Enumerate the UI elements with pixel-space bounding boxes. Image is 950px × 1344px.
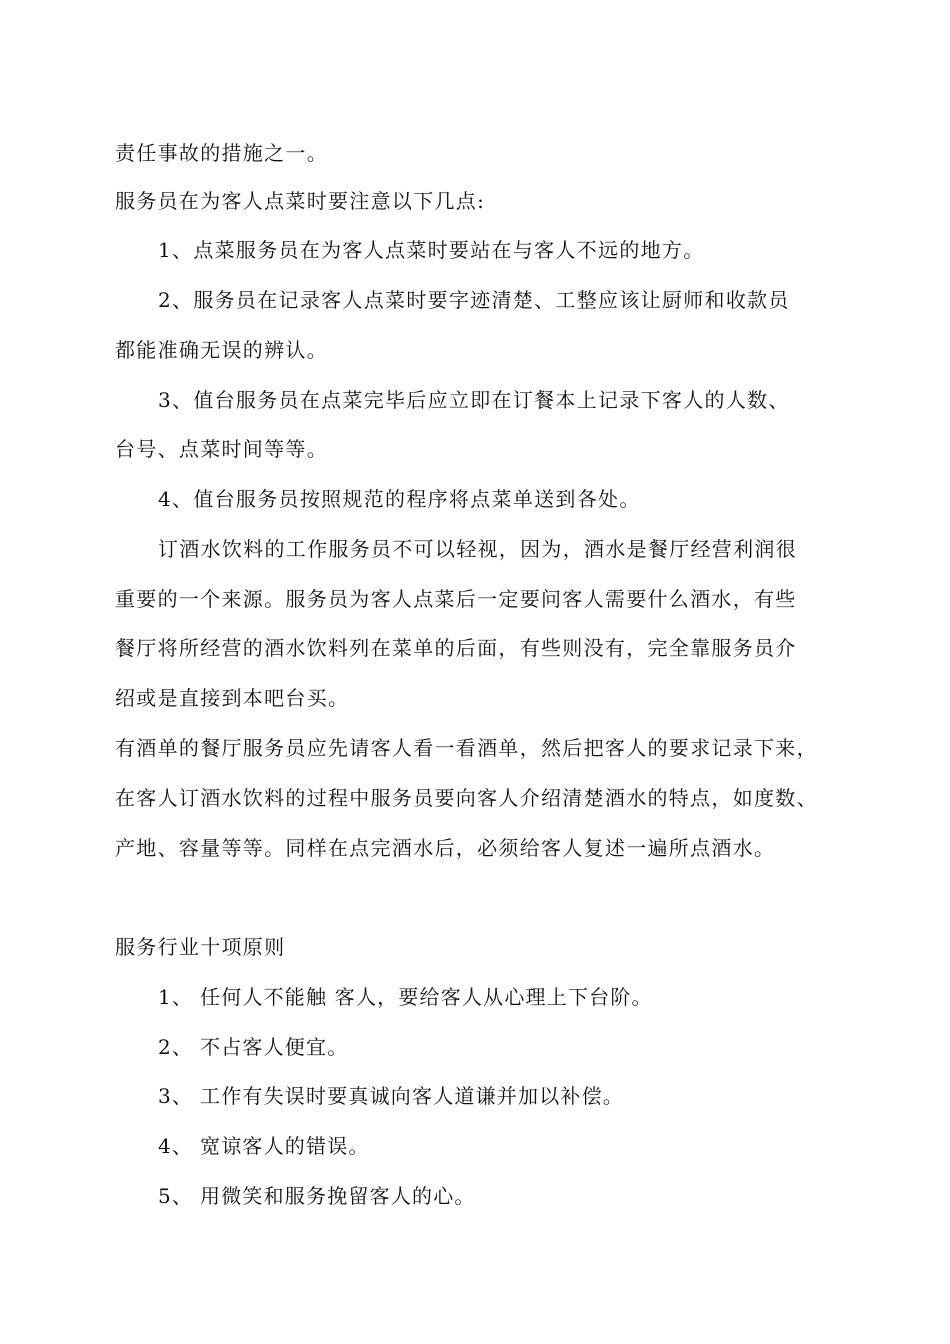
principle-number: 3、 (158, 1084, 194, 1108)
principle-number: 2、 (158, 1035, 194, 1059)
drinks-para-1-line-1: 订酒水饮料的工作服务员不可以轻视，因为，酒水是餐厅经营利润很 (158, 537, 797, 561)
principle-item (158, 983, 653, 1011)
principle-item (158, 1033, 348, 1061)
drinks-para-1-line-3: 餐厅将所经营的酒水饮料列在菜单的后面，有些则没有，完全靠服务员介 (115, 636, 797, 660)
principles-heading: 服务行业十项原则 (115, 935, 286, 959)
principle-item (158, 1082, 624, 1110)
principle-number: 5、 (158, 1184, 194, 1208)
drinks-para-1-line-4: 绍或是直接到本吧台买。 (115, 686, 350, 710)
drinks-para-1-line-2: 重要的一个来源。服务员为客人点菜后一定要问客人需要什么酒水，有些 (115, 587, 797, 611)
paragraph-continuation: 责任事故的措施之一。 (115, 141, 328, 165)
principle-text: 用微笑和服务挽留客人的心。 (200, 1184, 476, 1208)
principle-item (158, 1182, 476, 1210)
ordering-intro: 服务员在为客人点菜时要注意以下几点: (115, 189, 486, 213)
principle-number: 1、 (158, 985, 194, 1009)
drinks-para-2-line-2: 在客人订酒水饮料的过程中服务员要向客人介绍清楚酒水的特点，如度数、 (115, 786, 818, 810)
ordering-item-4: 4、值台服务员按照规范的程序将点菜单送到各处。 (158, 487, 641, 511)
ordering-item-2-line-1: 2、服务员在记录客人点菜时要字迹清楚、工整应该让厨师和收款员 (158, 288, 790, 312)
drinks-para-2-line-1: 有酒单的餐厅服务员应先请客人看一看酒单，然后把客人的要求记录下来， (115, 736, 818, 760)
principle-text: 宽谅客人的错误。 (200, 1134, 370, 1158)
principle-text: 任何人不能触 客人，要给客人从心理上下台阶。 (200, 985, 653, 1009)
principle-text: 不占客人便宜。 (200, 1035, 349, 1059)
drinks-para-2-line-3: 产地、容量等等。同样在点完酒水后，必须给客人复述一遍所点酒水。 (115, 836, 776, 860)
principle-item (158, 1132, 370, 1160)
ordering-item-3-line-1: 3、值台服务员在点菜完毕后应立即在订餐本上记录下客人的人数、 (158, 388, 790, 412)
principle-number: 4、 (158, 1134, 194, 1158)
ordering-item-2-line-2: 都能准确无误的辨认。 (115, 338, 328, 362)
principle-text: 工作有失误时要真诚向客人道谦并加以补偿。 (200, 1084, 624, 1108)
ordering-item-1: 1、点菜服务员在为客人点菜时要站在与客人不远的地方。 (158, 238, 705, 262)
ordering-item-3-line-2: 台号、点菜时间等等。 (115, 437, 328, 461)
